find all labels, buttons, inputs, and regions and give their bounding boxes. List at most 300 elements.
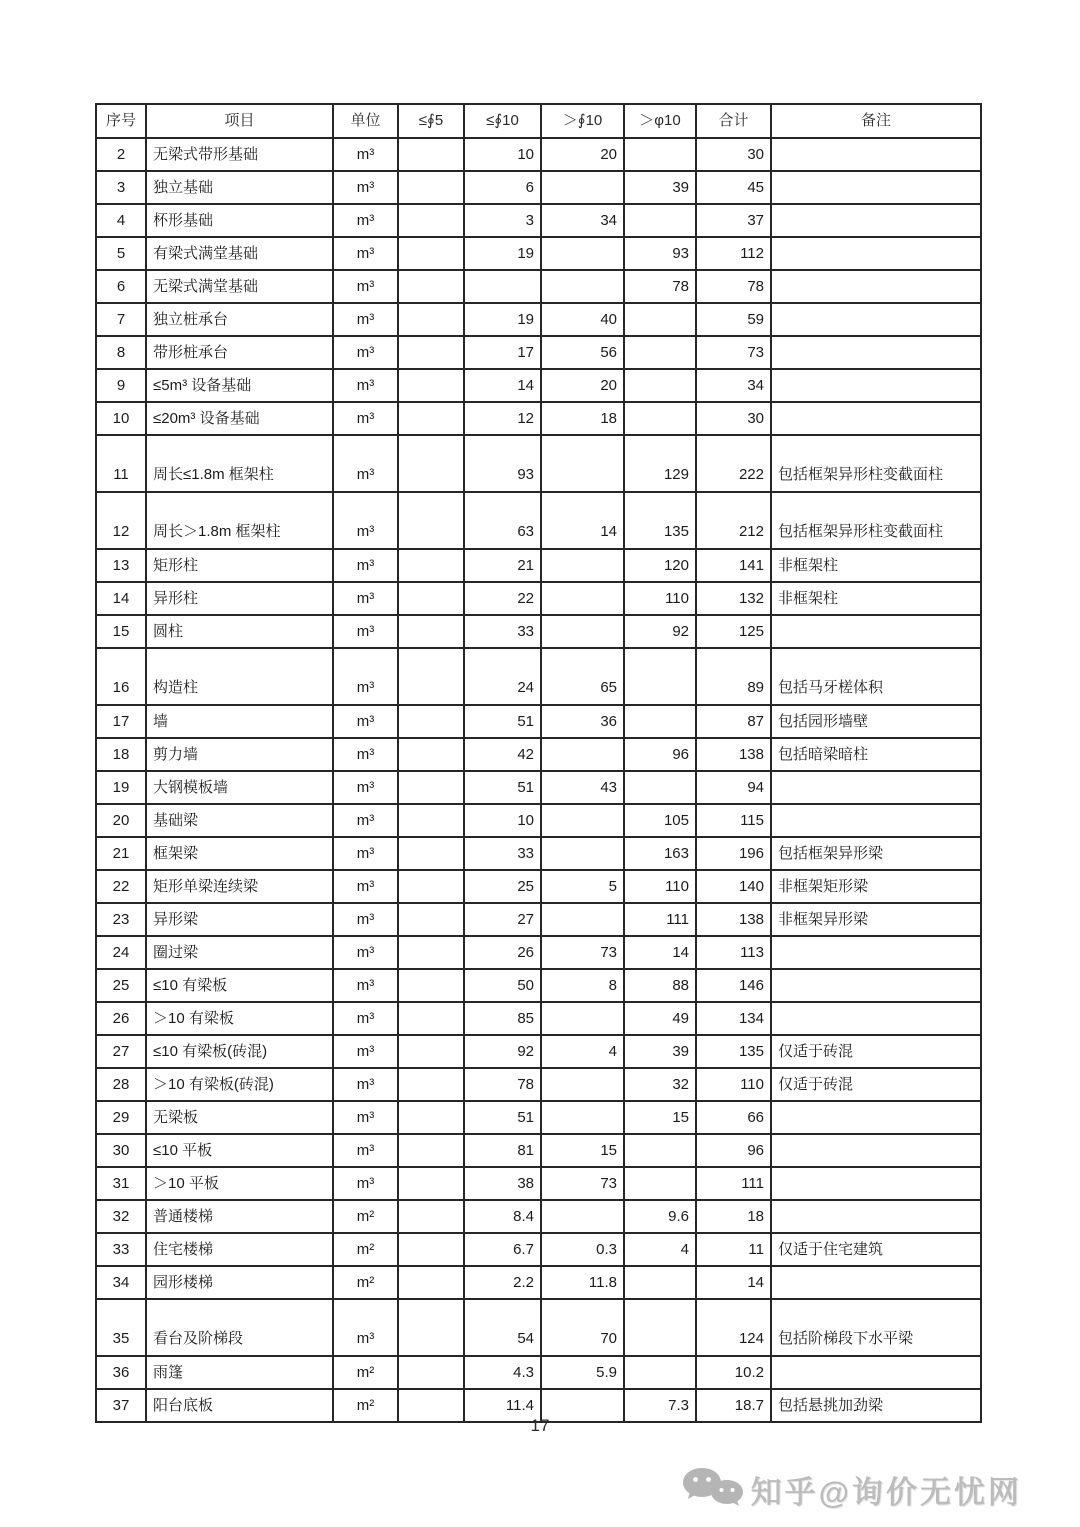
wechat-icon <box>681 1466 745 1512</box>
table-cell-no: 18 <box>96 738 146 771</box>
table-cell-le-phi10: 17 <box>464 336 541 369</box>
table-cell-item: 无梁式带形基础 <box>146 138 333 171</box>
table-cell-gt-phi10: 15 <box>541 1134 624 1167</box>
table-cell-le-phi5 <box>398 138 464 171</box>
table-cell-total: 112 <box>696 237 771 270</box>
column-header-total: 合计 <box>696 104 771 138</box>
table-cell-remark <box>771 771 981 804</box>
table-cell-item: 普通楼梯 <box>146 1200 333 1233</box>
table-cell-le-phi5 <box>398 615 464 648</box>
table-cell-gt-phi10b: 14 <box>624 936 696 969</box>
table-cell-le-phi10: 63 <box>464 492 541 549</box>
table-cell-no: 2 <box>96 138 146 171</box>
table-cell-item: 墙 <box>146 705 333 738</box>
table-cell-item: ≤10 平板 <box>146 1134 333 1167</box>
table-cell-total: 124 <box>696 1299 771 1356</box>
table-cell-unit: m³ <box>333 171 398 204</box>
table-cell-le-phi10: 92 <box>464 1035 541 1068</box>
table-cell-total: 134 <box>696 1002 771 1035</box>
table-cell-le-phi10: 22 <box>464 582 541 615</box>
table-cell-gt-phi10: 43 <box>541 771 624 804</box>
table-cell-le-phi10: 33 <box>464 615 541 648</box>
table-cell-total: 11 <box>696 1233 771 1266</box>
table-cell-unit: m³ <box>333 648 398 705</box>
table-cell-unit: m³ <box>333 492 398 549</box>
table-cell-le-phi5 <box>398 648 464 705</box>
table-cell-unit: m³ <box>333 837 398 870</box>
table-cell-item: 矩形单梁连续梁 <box>146 870 333 903</box>
table-cell-item: 周长≤1.8m 框架柱 <box>146 435 333 492</box>
table-cell-gt-phi10: 65 <box>541 648 624 705</box>
table-cell-remark: 非框架柱 <box>771 549 981 582</box>
table-cell-unit: m² <box>333 1389 398 1422</box>
table-cell-le-phi10: 51 <box>464 771 541 804</box>
table-cell-le-phi5 <box>398 870 464 903</box>
table-cell-total: 125 <box>696 615 771 648</box>
table-cell-le-phi10: 26 <box>464 936 541 969</box>
table-cell-gt-phi10 <box>541 549 624 582</box>
table-cell-total: 115 <box>696 804 771 837</box>
table-cell-le-phi5 <box>398 435 464 492</box>
table-cell-unit: m³ <box>333 1134 398 1167</box>
table-cell-total: 78 <box>696 270 771 303</box>
table-cell-no: 6 <box>96 270 146 303</box>
table-cell-gt-phi10b: 93 <box>624 237 696 270</box>
table-cell-item: ≤10 有梁板(砖混) <box>146 1035 333 1068</box>
table-cell-le-phi10: 93 <box>464 435 541 492</box>
table-cell-total: 140 <box>696 870 771 903</box>
table-cell-no: 9 <box>96 369 146 402</box>
table-row <box>96 1035 981 1068</box>
table-cell-gt-phi10b: 110 <box>624 582 696 615</box>
table-cell-remark <box>771 369 981 402</box>
table-cell-no: 20 <box>96 804 146 837</box>
table-cell-le-phi10: 85 <box>464 1002 541 1035</box>
table-cell-gt-phi10b: 96 <box>624 738 696 771</box>
table-cell-item: 住宅楼梯 <box>146 1233 333 1266</box>
table-cell-le-phi10: 24 <box>464 648 541 705</box>
table-row <box>96 1299 981 1356</box>
table-cell-le-phi5 <box>398 582 464 615</box>
table-cell-no: 4 <box>96 204 146 237</box>
table-cell-unit: m³ <box>333 1299 398 1356</box>
table-cell-gt-phi10b <box>624 369 696 402</box>
table-cell-remark <box>771 1167 981 1200</box>
table-row <box>96 171 981 204</box>
table-cell-gt-phi10b: 92 <box>624 615 696 648</box>
table-row <box>96 1167 981 1200</box>
table-cell-le-phi10: 51 <box>464 1101 541 1134</box>
table-cell-remark: 包括园形墙壁 <box>771 705 981 738</box>
table-cell-gt-phi10: 8 <box>541 969 624 1002</box>
table-cell-no: 25 <box>96 969 146 1002</box>
table-cell-gt-phi10 <box>541 615 624 648</box>
table-cell-unit: m³ <box>333 435 398 492</box>
table-cell-no: 15 <box>96 615 146 648</box>
table-cell-total: 146 <box>696 969 771 1002</box>
table-cell-gt-phi10: 73 <box>541 1167 624 1200</box>
table-cell-gt-phi10 <box>541 738 624 771</box>
table-cell-unit: m³ <box>333 705 398 738</box>
table-cell-total: 138 <box>696 738 771 771</box>
table-cell-gt-phi10b: 163 <box>624 837 696 870</box>
table-cell-unit: m³ <box>333 237 398 270</box>
table-cell-total: 18 <box>696 1200 771 1233</box>
table-cell-le-phi5 <box>398 336 464 369</box>
table-cell-no: 37 <box>96 1389 146 1422</box>
table-cell-total: 113 <box>696 936 771 969</box>
table-cell-le-phi5 <box>398 1167 464 1200</box>
table-cell-gt-phi10b: 7.3 <box>624 1389 696 1422</box>
table-cell-le-phi10: 14 <box>464 369 541 402</box>
table-cell-gt-phi10: 56 <box>541 336 624 369</box>
table-cell-gt-phi10b <box>624 705 696 738</box>
table-cell-le-phi5 <box>398 204 464 237</box>
table-cell-remark: 包括暗梁暗柱 <box>771 738 981 771</box>
table-cell-le-phi5 <box>398 270 464 303</box>
table-cell-le-phi5 <box>398 1134 464 1167</box>
table-cell-gt-phi10 <box>541 582 624 615</box>
table-cell-no: 21 <box>96 837 146 870</box>
table-cell-gt-phi10 <box>541 837 624 870</box>
table-cell-total: 10.2 <box>696 1356 771 1389</box>
table-cell-gt-phi10b: 49 <box>624 1002 696 1035</box>
table-cell-le-phi5 <box>398 303 464 336</box>
table-cell-gt-phi10: 70 <box>541 1299 624 1356</box>
table-cell-gt-phi10b <box>624 648 696 705</box>
table-cell-no: 33 <box>96 1233 146 1266</box>
table-cell-le-phi10: 19 <box>464 303 541 336</box>
table-cell-no: 22 <box>96 870 146 903</box>
table-cell-unit: m³ <box>333 582 398 615</box>
table-cell-le-phi10: 54 <box>464 1299 541 1356</box>
table-cell-gt-phi10b: 88 <box>624 969 696 1002</box>
table-cell-item: 独立桩承台 <box>146 303 333 336</box>
table-cell-remark <box>771 303 981 336</box>
table-cell-gt-phi10: 18 <box>541 402 624 435</box>
table-row <box>96 402 981 435</box>
table-cell-gt-phi10: 36 <box>541 705 624 738</box>
table-cell-total: 110 <box>696 1068 771 1101</box>
table-cell-gt-phi10b <box>624 1134 696 1167</box>
table-cell-no: 24 <box>96 936 146 969</box>
table-cell-le-phi5 <box>398 549 464 582</box>
table-cell-total: 37 <box>696 204 771 237</box>
table-cell-remark <box>771 1200 981 1233</box>
table-cell-no: 12 <box>96 492 146 549</box>
table-cell-le-phi5 <box>398 1002 464 1035</box>
table-cell-no: 29 <box>96 1101 146 1134</box>
table-cell-unit: m³ <box>333 1068 398 1101</box>
table-cell-le-phi5 <box>398 1035 464 1068</box>
table-cell-le-phi10: 78 <box>464 1068 541 1101</box>
table-cell-unit: m³ <box>333 369 398 402</box>
table-cell-item: ＞10 平板 <box>146 1167 333 1200</box>
table-cell-gt-phi10: 20 <box>541 138 624 171</box>
table-cell-gt-phi10b <box>624 1356 696 1389</box>
table-cell-unit: m³ <box>333 336 398 369</box>
table-cell-total: 30 <box>696 138 771 171</box>
column-header-remark: 备注 <box>771 104 981 138</box>
table-cell-remark: 非框架矩形梁 <box>771 870 981 903</box>
column-header-le-phi10: ≤∮10 <box>464 104 541 138</box>
table-cell-le-phi10: 10 <box>464 138 541 171</box>
table-cell-le-phi10: 12 <box>464 402 541 435</box>
table-cell-item: 无梁板 <box>146 1101 333 1134</box>
table-cell-le-phi10: 27 <box>464 903 541 936</box>
table-cell-item: ＞10 有梁板 <box>146 1002 333 1035</box>
table-cell-remark: 仅适于住宅建筑 <box>771 1233 981 1266</box>
table-cell-no: 8 <box>96 336 146 369</box>
table-cell-remark <box>771 1356 981 1389</box>
table-cell-le-phi5 <box>398 171 464 204</box>
table-cell-total: 73 <box>696 336 771 369</box>
table-cell-le-phi10: 11.4 <box>464 1389 541 1422</box>
table-cell-gt-phi10 <box>541 1101 624 1134</box>
table-cell-le-phi5 <box>398 804 464 837</box>
table-cell-remark <box>771 204 981 237</box>
table-row <box>96 1356 981 1389</box>
table-cell-le-phi10: 6 <box>464 171 541 204</box>
table-cell-remark <box>771 1134 981 1167</box>
table-row <box>96 870 981 903</box>
table-cell-remark: 包括阶梯段下水平梁 <box>771 1299 981 1356</box>
table-cell-le-phi5 <box>398 1356 464 1389</box>
table-row <box>96 270 981 303</box>
table-cell-gt-phi10b: 9.6 <box>624 1200 696 1233</box>
table-cell-le-phi5 <box>398 903 464 936</box>
table-cell-total: 94 <box>696 771 771 804</box>
table-cell-le-phi5 <box>398 1299 464 1356</box>
table-cell-item: 有梁式满堂基础 <box>146 237 333 270</box>
table-cell-gt-phi10b: 120 <box>624 549 696 582</box>
column-header-item: 项目 <box>146 104 333 138</box>
watermark-text: 知乎@询价无忧网 <box>750 1474 1022 1510</box>
table-cell-remark <box>771 615 981 648</box>
table-cell-remark <box>771 1002 981 1035</box>
table-cell-item: ≤10 有梁板 <box>146 969 333 1002</box>
table-row <box>96 204 981 237</box>
column-header-unit: 单位 <box>333 104 398 138</box>
table-cell-no: 31 <box>96 1167 146 1200</box>
table-cell-remark <box>771 270 981 303</box>
table-cell-item: ≤20m³ 设备基础 <box>146 402 333 435</box>
table-cell-gt-phi10 <box>541 237 624 270</box>
table-cell-gt-phi10b <box>624 204 696 237</box>
table-cell-remark: 仅适于砖混 <box>771 1035 981 1068</box>
table-cell-gt-phi10b <box>624 771 696 804</box>
table-row <box>96 615 981 648</box>
table-cell-total: 18.7 <box>696 1389 771 1422</box>
table-cell-gt-phi10b <box>624 303 696 336</box>
table-cell-gt-phi10b: 110 <box>624 870 696 903</box>
table-cell-no: 35 <box>96 1299 146 1356</box>
table-cell-unit: m³ <box>333 804 398 837</box>
table-row <box>96 1068 981 1101</box>
table-cell-le-phi10: 33 <box>464 837 541 870</box>
table-cell-item: 基础梁 <box>146 804 333 837</box>
table-cell-item: 剪力墙 <box>146 738 333 771</box>
table-cell-gt-phi10 <box>541 171 624 204</box>
table-row <box>96 705 981 738</box>
table-cell-unit: m³ <box>333 936 398 969</box>
table-cell-total: 66 <box>696 1101 771 1134</box>
table-cell-no: 13 <box>96 549 146 582</box>
table-cell-le-phi10: 81 <box>464 1134 541 1167</box>
table-cell-le-phi10: 21 <box>464 549 541 582</box>
table-cell-unit: m³ <box>333 1002 398 1035</box>
table-cell-total: 138 <box>696 903 771 936</box>
table-cell-total: 59 <box>696 303 771 336</box>
table-cell-gt-phi10b: 78 <box>624 270 696 303</box>
table-cell-unit: m³ <box>333 402 398 435</box>
table-cell-remark: 包括框架异形柱变截面柱 <box>771 435 981 492</box>
table-cell-le-phi5 <box>398 1101 464 1134</box>
table-cell-item: 大钢模板墙 <box>146 771 333 804</box>
table-cell-no: 23 <box>96 903 146 936</box>
table-cell-remark <box>771 237 981 270</box>
table-cell-unit: m³ <box>333 204 398 237</box>
table-cell-item: 无梁式满堂基础 <box>146 270 333 303</box>
table-cell-unit: m² <box>333 1266 398 1299</box>
table-cell-le-phi10: 2.2 <box>464 1266 541 1299</box>
table-cell-gt-phi10: 20 <box>541 369 624 402</box>
table-cell-le-phi5 <box>398 1233 464 1266</box>
table-cell-item: 异形柱 <box>146 582 333 615</box>
table-cell-unit: m³ <box>333 615 398 648</box>
table-row <box>96 303 981 336</box>
table-cell-remark <box>771 138 981 171</box>
table-cell-item: 框架梁 <box>146 837 333 870</box>
table-cell-le-phi10: 10 <box>464 804 541 837</box>
table-cell-le-phi5 <box>398 492 464 549</box>
table-cell-gt-phi10b <box>624 336 696 369</box>
table-row <box>96 738 981 771</box>
column-header-no: 序号 <box>96 104 146 138</box>
table-cell-le-phi10: 25 <box>464 870 541 903</box>
table-cell-gt-phi10 <box>541 1068 624 1101</box>
table-cell-no: 17 <box>96 705 146 738</box>
table-cell-no: 14 <box>96 582 146 615</box>
table-row <box>96 1101 981 1134</box>
table-row <box>96 549 981 582</box>
table-cell-no: 28 <box>96 1068 146 1101</box>
table-row <box>96 771 981 804</box>
table-cell-gt-phi10: 4 <box>541 1035 624 1068</box>
table-cell-no: 11 <box>96 435 146 492</box>
table-cell-no: 26 <box>96 1002 146 1035</box>
table-cell-item: 阳台底板 <box>146 1389 333 1422</box>
table-cell-unit: m³ <box>333 969 398 1002</box>
table-cell-remark <box>771 936 981 969</box>
column-header-le-phi5: ≤∮5 <box>398 104 464 138</box>
table-row <box>96 837 981 870</box>
table-cell-item: 雨篷 <box>146 1356 333 1389</box>
table-cell-no: 27 <box>96 1035 146 1068</box>
table-cell-le-phi5 <box>398 771 464 804</box>
table-cell-no: 19 <box>96 771 146 804</box>
table-cell-gt-phi10 <box>541 804 624 837</box>
table-cell-total: 89 <box>696 648 771 705</box>
table-cell-le-phi10: 19 <box>464 237 541 270</box>
table-cell-gt-phi10: 0.3 <box>541 1233 624 1266</box>
table-cell-no: 32 <box>96 1200 146 1233</box>
table-cell-gt-phi10 <box>541 903 624 936</box>
table-row <box>96 1134 981 1167</box>
table-cell-gt-phi10b <box>624 1266 696 1299</box>
table-cell-gt-phi10: 14 <box>541 492 624 549</box>
table-cell-gt-phi10 <box>541 270 624 303</box>
table-cell-gt-phi10: 73 <box>541 936 624 969</box>
table-row <box>96 582 981 615</box>
table-cell-unit: m³ <box>333 1101 398 1134</box>
table-cell-unit: m³ <box>333 549 398 582</box>
table-cell-item: 圈过梁 <box>146 936 333 969</box>
table-cell-gt-phi10b: 39 <box>624 1035 696 1068</box>
table-row <box>96 138 981 171</box>
table-cell-le-phi5 <box>398 936 464 969</box>
table-cell-gt-phi10b: 39 <box>624 171 696 204</box>
table-row <box>96 237 981 270</box>
table-cell-le-phi10: 4.3 <box>464 1356 541 1389</box>
table-cell-le-phi5 <box>398 738 464 771</box>
table-cell-le-phi10: 8.4 <box>464 1200 541 1233</box>
table-cell-total: 222 <box>696 435 771 492</box>
table-cell-gt-phi10b: 129 <box>624 435 696 492</box>
table-row <box>96 1200 981 1233</box>
table-cell-remark <box>771 336 981 369</box>
table-row <box>96 936 981 969</box>
table-cell-le-phi10: 42 <box>464 738 541 771</box>
table-cell-unit: m³ <box>333 870 398 903</box>
table-cell-total: 212 <box>696 492 771 549</box>
table-cell-gt-phi10 <box>541 1200 624 1233</box>
table-cell-remark: 包括框架异形梁 <box>771 837 981 870</box>
table-cell-total: 14 <box>696 1266 771 1299</box>
table-cell-item: 杯形基础 <box>146 204 333 237</box>
table-cell-le-phi10 <box>464 270 541 303</box>
table-cell-gt-phi10b: 105 <box>624 804 696 837</box>
table-cell-total: 132 <box>696 582 771 615</box>
table-cell-unit: m³ <box>333 270 398 303</box>
table-row <box>96 369 981 402</box>
table-cell-gt-phi10b: 111 <box>624 903 696 936</box>
table-cell-le-phi5 <box>398 837 464 870</box>
table-cell-le-phi5 <box>398 1266 464 1299</box>
table-cell-item: 周长＞1.8m 框架柱 <box>146 492 333 549</box>
table-cell-le-phi10: 6.7 <box>464 1233 541 1266</box>
table-cell-remark <box>771 969 981 1002</box>
quantity-table <box>95 103 982 1423</box>
table-cell-remark: 包括马牙槎体积 <box>771 648 981 705</box>
table-cell-item: 构造柱 <box>146 648 333 705</box>
table-cell-gt-phi10b <box>624 138 696 171</box>
table-cell-no: 3 <box>96 171 146 204</box>
table-cell-total: 87 <box>696 705 771 738</box>
table-cell-total: 34 <box>696 369 771 402</box>
table-row <box>96 492 981 549</box>
table-cell-gt-phi10b: 32 <box>624 1068 696 1101</box>
table-cell-le-phi10: 38 <box>464 1167 541 1200</box>
table-cell-unit: m³ <box>333 1035 398 1068</box>
table-cell-gt-phi10: 34 <box>541 204 624 237</box>
table-cell-total: 30 <box>696 402 771 435</box>
table-cell-gt-phi10b <box>624 1299 696 1356</box>
table-row <box>96 435 981 492</box>
table-cell-item: 矩形柱 <box>146 549 333 582</box>
table-cell-remark: 非框架柱 <box>771 582 981 615</box>
table-cell-unit: m³ <box>333 138 398 171</box>
